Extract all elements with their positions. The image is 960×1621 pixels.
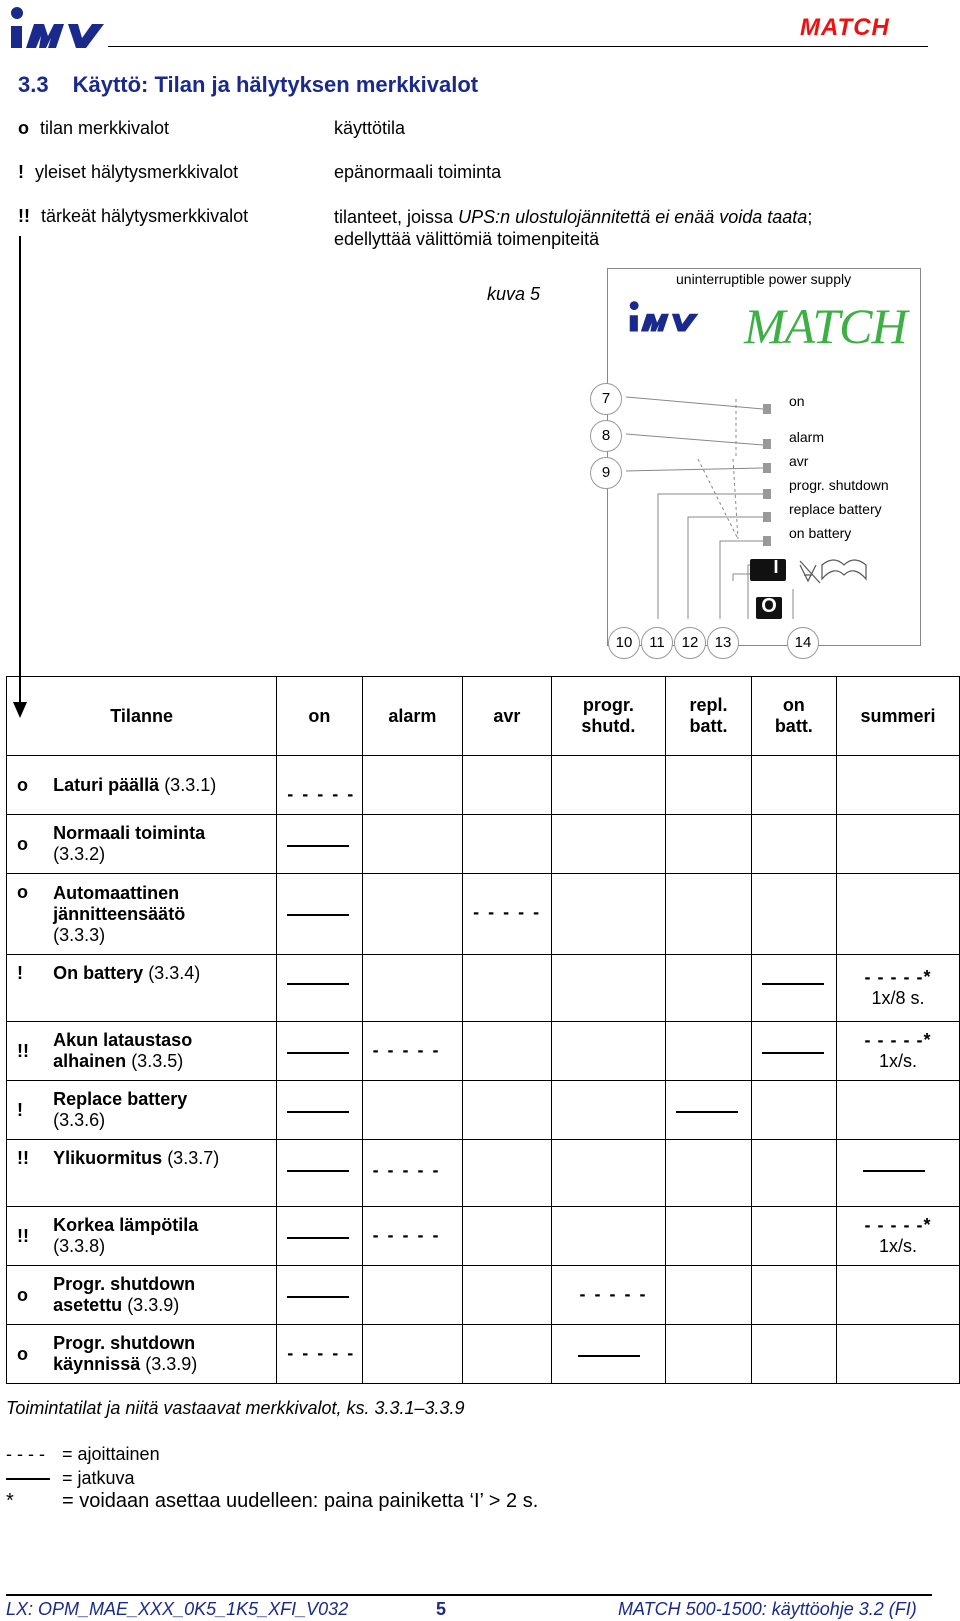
callout-8: 8 xyxy=(590,420,622,452)
cell-on-batt xyxy=(751,1022,836,1081)
row-label: On battery (3.3.4) xyxy=(49,955,277,1022)
cell-on xyxy=(277,1325,362,1384)
intermittent-mark: - - - - - xyxy=(473,902,542,922)
table-row xyxy=(7,1207,960,1266)
led-label-replace-battery: replace battery xyxy=(789,501,882,517)
row-symbol: ! xyxy=(7,1081,50,1140)
ups-front-panel xyxy=(607,268,921,646)
key-continuous: = jatkuva xyxy=(6,1468,135,1489)
row-label: Normaali toiminta (3.3.2) xyxy=(49,815,277,874)
cell-avr xyxy=(463,874,551,955)
continuous-mark xyxy=(762,1052,824,1054)
callout-12: 12 xyxy=(674,627,706,659)
table-header-row xyxy=(7,677,960,756)
legend-label: tärkeät hälytysmerkkivalot xyxy=(41,206,249,226)
callout-9: 9 xyxy=(590,457,622,489)
table-caption: Toimintatilat ja niitä vastaavat merkkivalot, ks. 3.3.1–3.3.9 xyxy=(6,1398,465,1418)
intermittent-mark: - - - - - xyxy=(579,1284,648,1304)
legend-symbol: ! xyxy=(18,162,24,182)
cell-on xyxy=(277,815,362,874)
header-summeri: summeri xyxy=(836,677,959,756)
continuous-mark xyxy=(762,983,824,985)
footer-rule xyxy=(6,1594,932,1596)
callout-11: 11 xyxy=(641,627,673,659)
cell-alarm xyxy=(362,1022,463,1081)
legend-meaning-italic: UPS:n ulostulojännitettä ei enää voida taata xyxy=(458,207,808,227)
arrow-down-icon xyxy=(10,236,30,720)
on-button-icon: I xyxy=(773,557,779,577)
off-button-icon: O xyxy=(761,595,777,617)
row-symbol: o xyxy=(7,874,50,955)
continuous-mark xyxy=(676,1111,738,1113)
row-symbol: !! xyxy=(7,1207,50,1266)
cell-progr-shutd xyxy=(551,1266,666,1325)
continuous-mark xyxy=(287,1052,349,1054)
legend-row-status xyxy=(18,118,169,139)
header-avr: avr xyxy=(463,677,551,756)
table-row xyxy=(7,1325,960,1384)
row-label: Laturi päällä (3.3.1) xyxy=(49,756,277,815)
led-label-on-battery: on battery xyxy=(789,525,852,541)
row-label: Progr. shutdown asetettu (3.3.9) xyxy=(49,1266,277,1325)
row-label: Replace battery (3.3.6) xyxy=(49,1081,277,1140)
table-row xyxy=(7,955,960,1022)
table-row xyxy=(7,874,960,955)
header-tilanne: Tilanne xyxy=(7,677,277,756)
callout-lines xyxy=(608,269,920,645)
row-label: Automaattinen jännitteensäätö (3.3.3) xyxy=(49,874,277,955)
cell-alarm xyxy=(362,1207,463,1266)
row-label: Ylikuormitus (3.3.7) xyxy=(49,1140,277,1207)
continuous-mark xyxy=(863,1170,925,1172)
cell-summeri: - - - - -* 1x/8 s. xyxy=(836,955,959,1022)
legend-meaning: epänormaali toiminta xyxy=(334,162,502,182)
row-symbol: o xyxy=(7,1266,50,1325)
section-title: Käyttö: Tilan ja hälytyksen merkkivalot xyxy=(72,72,479,97)
page-number: 5 xyxy=(436,1599,447,1619)
row-label: Akun lataustaso alhainen (3.3.5) xyxy=(49,1022,277,1081)
cell-summeri xyxy=(836,1140,959,1207)
intermittent-mark: - - - - - xyxy=(372,1225,441,1245)
cell-alarm xyxy=(362,1140,463,1207)
cell-repl-batt xyxy=(666,1081,751,1140)
row-symbol: o xyxy=(7,756,50,815)
intermittent-mark: - - - - - xyxy=(372,1040,441,1060)
row-symbol: o xyxy=(7,1325,50,1384)
section-heading xyxy=(18,72,478,98)
cell-progr-shutd xyxy=(551,1325,666,1384)
legend-meaning: käyttötila xyxy=(334,118,406,138)
cell-on xyxy=(277,955,362,1022)
cell-on xyxy=(277,874,362,955)
table-row xyxy=(7,1022,960,1081)
continuous-mark xyxy=(287,845,349,847)
intermittent-mark: - - - - - xyxy=(372,1160,441,1180)
continuous-mark xyxy=(287,1237,349,1239)
imv-logo xyxy=(6,4,106,50)
header-on: on xyxy=(277,677,362,756)
header-repl-batt: repl. batt. xyxy=(666,677,751,756)
header-progr-shutd: progr. shutd. xyxy=(551,677,666,756)
continuous-mark xyxy=(287,1170,349,1172)
key-intermittent: - - - - = ajoittainen xyxy=(6,1444,160,1464)
table-row xyxy=(7,1266,960,1325)
panel-model: MATCH xyxy=(744,298,907,354)
key-reset: * = voidaan asettaa uudelleen: paina painiketta ‘I’ > 2 s. xyxy=(6,1490,539,1512)
cell-summeri: - - - - -* 1x/s. xyxy=(836,1207,959,1266)
header-alarm: alarm xyxy=(362,677,463,756)
legend-label: yleiset hälytysmerkkivalot xyxy=(35,162,239,182)
row-symbol: ! xyxy=(7,955,50,1022)
cell-on xyxy=(277,1081,362,1140)
cell-on-batt xyxy=(751,955,836,1022)
section-number: 3.3 xyxy=(18,72,49,97)
row-symbol: !! xyxy=(7,1022,50,1081)
callout-10: 10 xyxy=(608,627,640,659)
cell-on xyxy=(277,1266,362,1325)
row-label: Progr. shutdown käynnissä (3.3.9) xyxy=(49,1325,277,1384)
row-symbol: o xyxy=(7,815,50,874)
led-label-progr-shutdown: progr. shutdown xyxy=(789,477,889,493)
row-label: Korkea lämpötila (3.3.8) xyxy=(49,1207,277,1266)
continuous-mark xyxy=(287,983,349,985)
callout-13: 13 xyxy=(707,627,739,659)
cell-on xyxy=(277,756,362,815)
cell-on xyxy=(277,1140,362,1207)
intermittent-mark: - - - - - xyxy=(287,1343,356,1363)
legend-row-critical xyxy=(18,206,248,227)
header-on-batt: on batt. xyxy=(751,677,836,756)
led-label-alarm: alarm xyxy=(789,429,825,445)
legend-meaning-line2: edellyttää välittömiä toimenpiteitä xyxy=(334,229,600,249)
table-row xyxy=(7,756,960,815)
header-rule xyxy=(108,46,928,47)
continuous-mark xyxy=(578,1355,640,1357)
cell-on xyxy=(277,1022,362,1081)
cell-summeri: - - - - -* 1x/s. xyxy=(836,1022,959,1081)
legend-meaning-prefix: tilanteet, joissa xyxy=(334,207,459,227)
cell-on xyxy=(277,1207,362,1266)
continuous-line-sample xyxy=(6,1478,50,1480)
continuous-mark xyxy=(287,914,349,916)
legend-symbol: !! xyxy=(18,206,30,226)
legend-meaning xyxy=(334,206,812,250)
row-symbol: !! xyxy=(7,1140,50,1207)
continuous-mark xyxy=(287,1111,349,1113)
led-label-on: on xyxy=(789,393,805,409)
footer-manual-title: MATCH 500-1500: käyttöohje 3.2 (FI) xyxy=(618,1599,917,1619)
continuous-mark xyxy=(287,1296,349,1298)
table-row xyxy=(7,1081,960,1140)
intermittent-mark: - - - - - xyxy=(287,784,356,804)
led-label-avr: avr xyxy=(789,453,809,469)
legend-symbol: o xyxy=(18,118,29,138)
table-row xyxy=(7,1140,960,1207)
callout-7: 7 xyxy=(590,383,622,415)
panel-title: uninterruptible power supply xyxy=(676,271,852,287)
callout-14: 14 xyxy=(787,627,819,659)
table-row xyxy=(7,815,960,874)
match-logo: MATCH xyxy=(800,14,890,41)
footer-doc-id: LX: OPM_MAE_XXX_0K5_1K5_XFI_V032 xyxy=(6,1599,349,1619)
legend-row-general xyxy=(18,162,238,183)
status-table xyxy=(6,676,960,1384)
legend-meaning-suffix: ; xyxy=(807,207,813,227)
legend-label: tilan merkkivalot xyxy=(40,118,170,138)
figure-caption: kuva 5 xyxy=(487,284,541,304)
